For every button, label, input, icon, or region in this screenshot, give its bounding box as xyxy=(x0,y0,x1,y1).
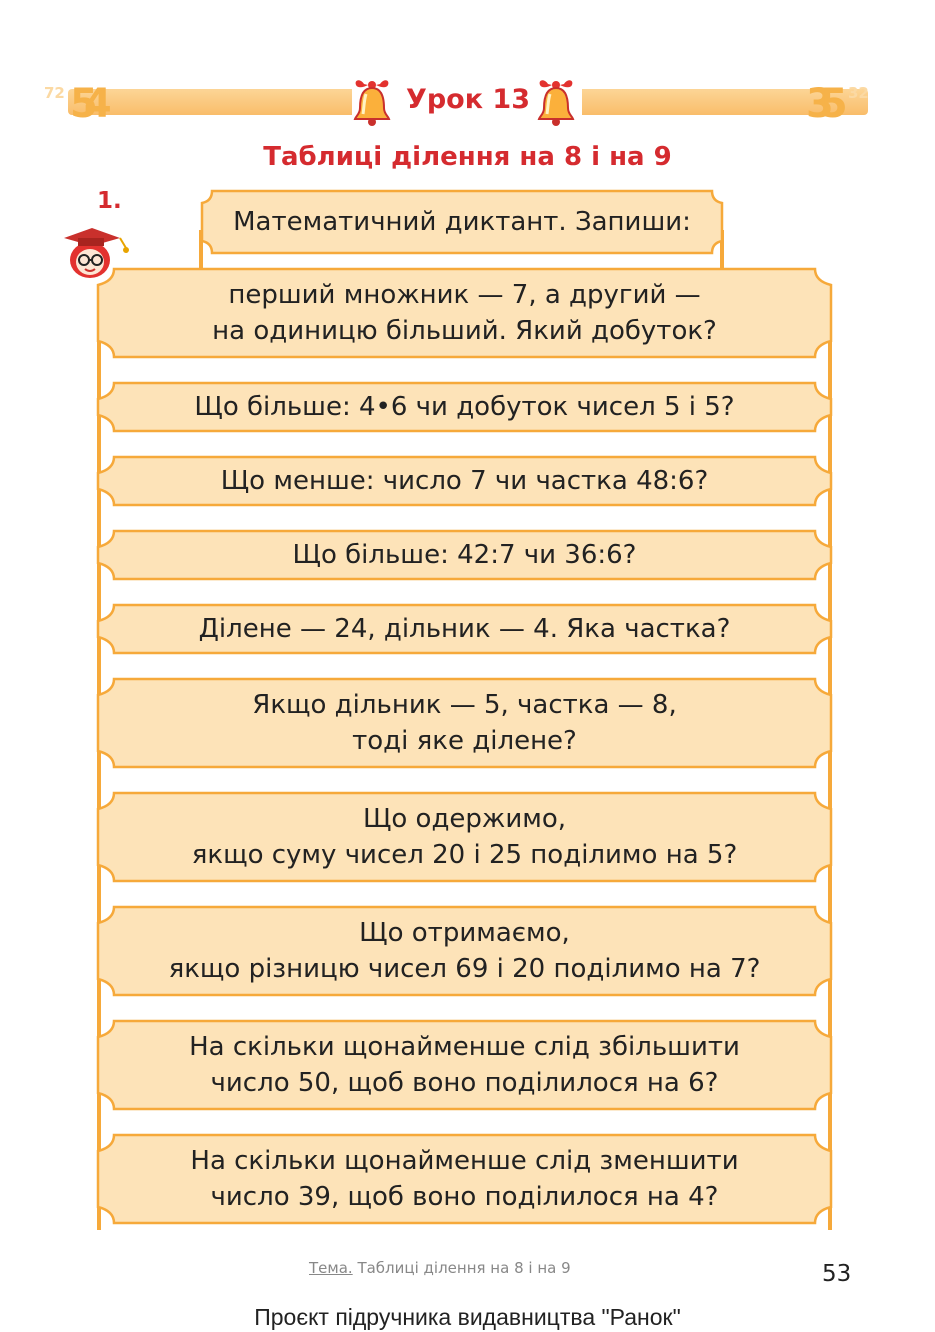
dictation-item xyxy=(96,791,833,883)
footer-topic-text: Таблиці ділення на 8 і на 9 xyxy=(357,1259,571,1277)
dictation-line-1: На скільки щонайменше слід зменшити xyxy=(190,1146,739,1176)
dictation-line-1: Що отримаємо, xyxy=(359,918,570,948)
dictation-item xyxy=(96,529,833,581)
dictation-text xyxy=(96,1019,833,1111)
bell-icon xyxy=(350,76,394,128)
dictation-line-1: Що більше: 42:7 чи 36:6? xyxy=(292,540,637,570)
dictation-line-1: На скільки щонайменше слід збільшити xyxy=(189,1032,740,1062)
topic-title: Таблиці ділення на 8 і на 9 xyxy=(263,142,672,172)
dictation-text xyxy=(96,905,833,997)
footer-topic xyxy=(309,1259,571,1277)
task-number: 1. xyxy=(97,188,122,214)
dictation-line-1: Що більше: 4•6 чи добуток чисел 5 і 5? xyxy=(194,392,735,422)
instruction-text: Математичний диктант. Запиши: xyxy=(233,207,691,237)
dictation-line-2: число 50, щоб воно поділилося на 6? xyxy=(210,1068,719,1098)
decorative-small-numbers-left: 72 xyxy=(44,84,65,102)
dictation-line-2: якщо різницю чисел 69 і 20 поділимо на 7? xyxy=(168,954,761,984)
dictation-item xyxy=(96,267,833,359)
footer-topic-label: Тема. xyxy=(309,1259,353,1277)
dictation-item xyxy=(96,1019,833,1111)
dictation-line-2: тоді яке ділене? xyxy=(352,726,577,756)
dictation-line-2: число 39, щоб воно поділилося на 4? xyxy=(210,1182,719,1212)
dictation-text xyxy=(96,677,833,769)
dictation-line-1: Ділене — 24, дільник — 4. Яка частка? xyxy=(198,614,731,644)
dictation-text xyxy=(96,603,833,655)
decorative-numbers-right: 35 xyxy=(806,81,834,127)
bell-icon xyxy=(534,76,578,128)
dictation-line-1: Якщо дільник — 5, частка — 8, xyxy=(252,690,677,720)
decorative-small-numbers-right: 32 xyxy=(848,84,869,102)
dictation-item xyxy=(96,455,833,507)
dictation-text xyxy=(96,791,833,883)
instruction-banner xyxy=(198,189,726,255)
dictation-text xyxy=(96,529,833,581)
dictation-line-1: Що одержимо, xyxy=(362,804,567,834)
dictation-text xyxy=(96,455,833,507)
dictation-item xyxy=(96,381,833,433)
dictation-item xyxy=(96,603,833,655)
dictation-text xyxy=(96,267,833,359)
dictation-text xyxy=(96,1133,833,1225)
dictation-line-1: перший множник — 7, а другий — xyxy=(228,280,701,310)
dictation-item xyxy=(96,1133,833,1225)
dictation-text xyxy=(96,381,833,433)
dictation-line-2: на одиницю більший. Який добуток? xyxy=(212,316,717,346)
dictation-item xyxy=(96,677,833,769)
publisher-note: Проєкт підручника видавництва "Ранок" xyxy=(254,1304,681,1330)
page-number: 53 xyxy=(822,1261,852,1287)
decorative-numbers-left: 54 xyxy=(70,81,98,127)
dictation-line-2: якщо суму чисел 20 і 25 поділимо на 5? xyxy=(191,840,738,870)
dictation-line-1: Що менше: число 7 чи частка 48:6? xyxy=(220,466,709,496)
lesson-title: Урок 13 xyxy=(406,84,530,115)
dictation-item xyxy=(96,905,833,997)
